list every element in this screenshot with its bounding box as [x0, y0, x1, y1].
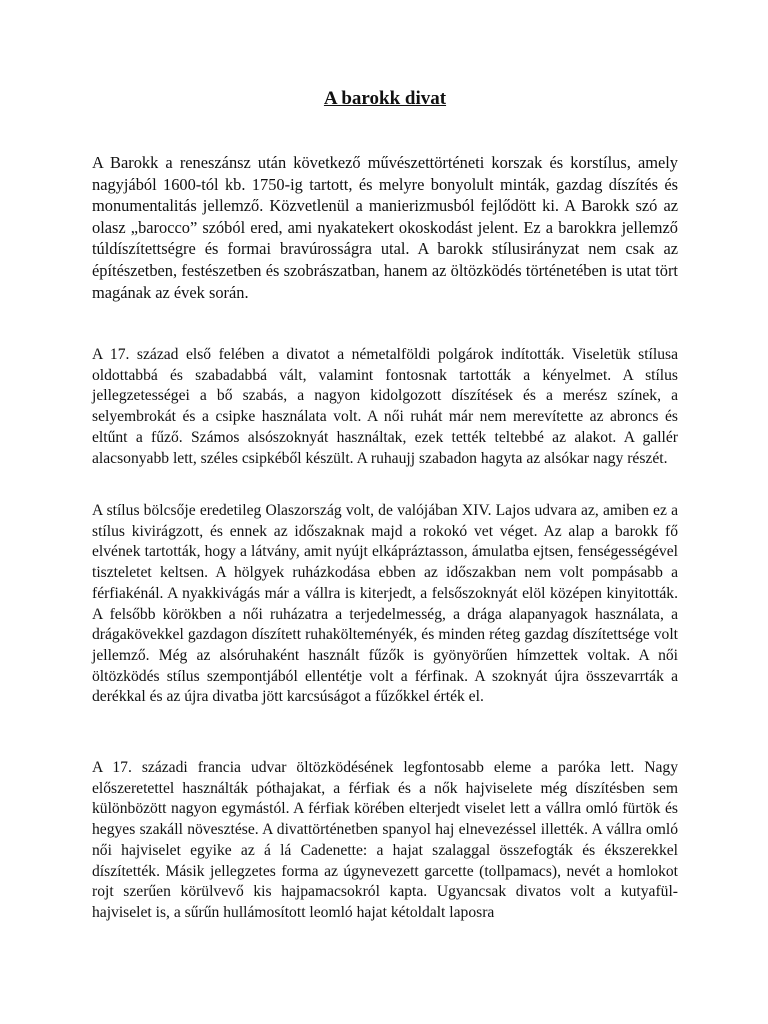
- paragraph-origin: A stílus bölcsője eredetileg Olaszország volt, de valójában XIV. Lajos udvara az, amiben ez a stílus kivirágzott, és ennek az időszaknak majd a rokokó vet véget. Az alap a barokk fő elvének tartották, hogy a látvány, amit nyújt elkápráztasson, ámulatba ejtsen, fenségességével tiszteletet keltsen. A hölgyek ruházkodása ebben az időszakban nem volt pompásabb a férfiakénál. A nyakkivágás már a vállra is kiterjedt, a felsőszoknyát elöl középen kinyitották. A felsőbb körökben a női ruházatra a terjedelmesség, a drága alapanyagok használata, a drágakövekkel gazdagon díszített ruhakölteményék, és minden réteg gazdag díszítettsége volt jellemző. Még az alsóruhaként használt fűzők is gyönyörűen hímzettek voltak. A női öltözködés stílus szempontjából ellentétje volt a férfinak. A szoknyát újra összevarrták a derékkal és az újra divatba jött karcsúságot a fűzőkkel érték el.: [92, 502, 678, 706]
- document-page: [92, 0, 678, 1024]
- paragraph-wigs: A 17. századi francia udvar öltözködésének legfontosabb eleme a paróka lett. Nagy előszeretettel használták póthajakat, a férfiak és a nők hajviselete még díszítésben sem különbözött nagyon egymástól. A férfiak körében elterjedt viselet lett a vállra omló fürtök és hegyes szakáll növesztése. A divattörténetben spanyol haj elnevezéssel illették. A vállra omló női hajviselet egyike az á lá Cadenette: a hajat szalaggal összefogták és ékszerekkel díszítették. Másik jellegzetes forma az úgynevezett garcette (tollpamacs), nevét a homlokot rojt szerűen körülvevő kis hajpamacsokról kapta. Ugyancsak divatos volt a kutyafül-hajviselet is, a sűrűn hullámosított leomló hajat kétoldalt laposra: [92, 759, 678, 921]
- paragraph-17th-century: A 17. század első felében a divatot a németalföldi polgárok indították. Viseletük stílusa oldottabbá és szabadabbá vált, valamint fontosnak tartották a kényelmet. A stílus jellegzetességei a bő szabás, a nagyon kidolgozott díszítések és a merész színek, a selyembrokát és a csipke használata volt. A női ruhát már nem merevítette az abroncs és eltűnt a fűző. Számos alsószoknyát használtak, ezek tették teltebbé az alakot. A gallér alacsonyabb lett, széles csipkéből készült. A ruhaujj szabadon hagyta az alsókar nagy részét.: [92, 346, 678, 467]
- paragraph-intro: A Barokk a reneszánsz után következő művészettörténeti korszak és korstílus, amely nagyjából 1600-tól kb. 1750-ig tartott, és melyre bonyolult minták, gazdag díszítés és monumentalitás jellemző. Közvetlenül a manierizmusból fejlődött ki. A Barokk szó az olasz „barocco” szóból ered, ami nyakatekert okoskodást jelent. Ez a barokkra jellemző túldíszítettségre és formai bravúrosságra utal. A barokk stílusirányzat nem csak az építészetben, festészetben és szobrászatban, hanem az öltözködés történetében is utat tört magának az évek során.: [92, 153, 678, 302]
- document-title: A barokk divat: [323, 88, 447, 109]
